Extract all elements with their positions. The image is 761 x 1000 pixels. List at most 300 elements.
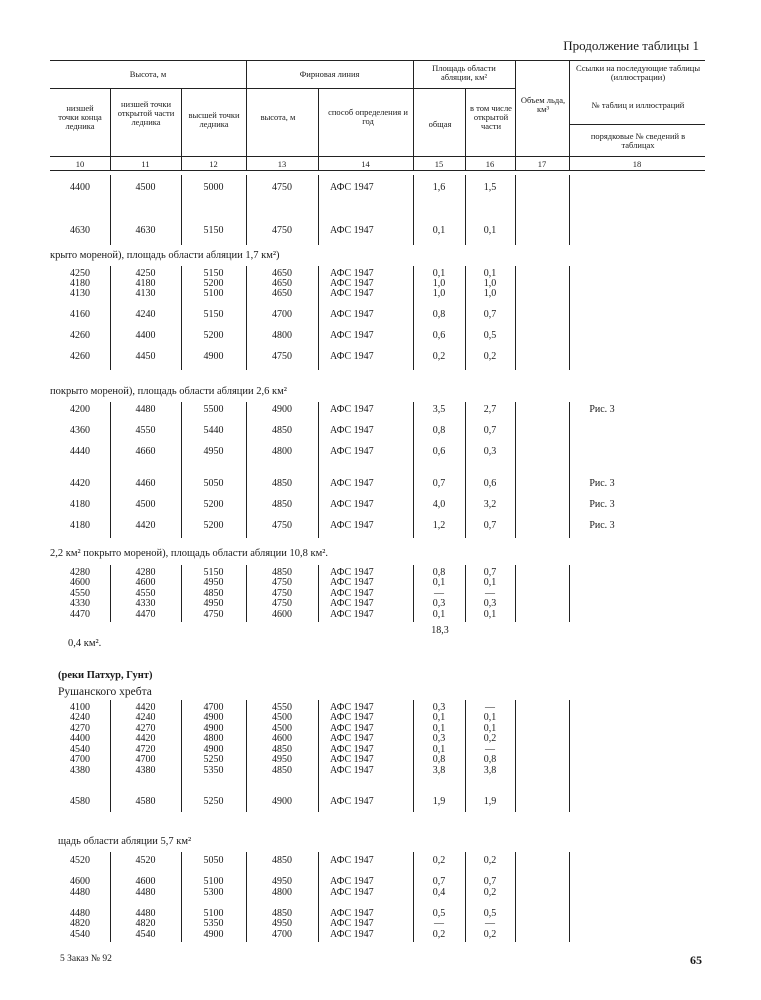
table-cell-c18: Рис. 3 [589, 478, 615, 489]
table-cell-c10: 4630 [70, 225, 90, 236]
table-cell-c16: 0,1 [483, 268, 497, 279]
table-cell-c18: Рис. 3 [589, 520, 615, 531]
table-cell-c13: 4850 [272, 499, 292, 510]
table-cell-c15: 1,2 [432, 520, 446, 531]
table-cell-c12: 5000 [203, 182, 224, 193]
header-sub-rule-right [569, 124, 705, 125]
table-cell-c14: АФС 1947 [330, 309, 374, 320]
table-cell-c15: 0,1 [432, 609, 446, 620]
header-divider [110, 88, 111, 170]
header-numbers-top-rule [50, 156, 705, 157]
table-cell-c15: 0,6 [432, 330, 446, 341]
col14-header: способ определения и год [328, 107, 408, 126]
table-cell-c13: 4750 [272, 182, 292, 193]
table-cell-c14: АФС 1947 [330, 908, 374, 919]
col15-header: общая [428, 119, 452, 129]
column-rule [318, 266, 319, 370]
table-cell-c16: 0,2 [483, 351, 497, 362]
column-rule [569, 266, 570, 370]
table-cell-c15: 0,1 [432, 577, 446, 588]
table-cell-c10: 4420 [70, 478, 90, 489]
table-cell-c13: 4850 [272, 908, 292, 919]
header-divider [569, 60, 570, 170]
table-cell-c13: 4900 [272, 404, 292, 415]
table-cell-c10: 4400 [70, 733, 90, 744]
column-rule [318, 565, 319, 622]
table-cell-c14: АФС 1947 [330, 567, 374, 578]
table-cell-c11: 4280 [135, 567, 156, 578]
header-top-rule [50, 60, 705, 61]
col10-header: низшей точки конца ледника [58, 103, 102, 131]
column-rule [413, 402, 414, 538]
table-cell-c13: 4700 [272, 929, 292, 940]
table-cell-c12: 5200 [203, 520, 224, 531]
table-cell-c13: 4650 [272, 278, 292, 289]
table-cell-c12: 4900 [203, 723, 224, 734]
table-cell-c15: 1,9 [432, 796, 446, 807]
table-cell-c12: 4800 [203, 733, 224, 744]
table-cell-c18: Рис. 3 [589, 499, 615, 510]
table-cell-c10: 4600 [70, 577, 90, 588]
table-cell-c14: АФС 1947 [330, 499, 374, 510]
table-cell-c12: 4900 [203, 712, 224, 723]
table-cell-c16: 0,7 [483, 309, 497, 320]
table-cell-c14: АФС 1947 [330, 182, 374, 193]
table-cell-c10: 4480 [70, 908, 90, 919]
table-cell-c12: 4950 [203, 598, 224, 609]
table-cell-c12: 5150 [203, 567, 224, 578]
table-cell-c13: 4750 [272, 598, 292, 609]
table-cell-c11: 4240 [135, 309, 156, 320]
table-cell-c14: АФС 1947 [330, 744, 374, 755]
section-caption: покрыто мореной), площадь области абляции 2,6 км² [50, 386, 287, 397]
column-number: 14 [361, 159, 370, 169]
table-cell-c14: АФС 1947 [330, 702, 374, 713]
column-rule [465, 402, 466, 538]
table-cell-c16: 0,8 [483, 754, 497, 765]
table-cell-c13: 4800 [272, 446, 292, 457]
column-rule [569, 175, 570, 245]
table-cell-c11: 4480 [135, 908, 156, 919]
table-cell-c16: 3,8 [483, 765, 497, 776]
table-cell-c14: АФС 1947 [330, 754, 374, 765]
table-cell-c16: 1,5 [483, 182, 497, 193]
firn-line-group-header: Фирновая линия [299, 69, 360, 79]
table-cell-c14: АФС 1947 [330, 918, 374, 929]
table-cell-c11: 4540 [135, 929, 156, 940]
table-cell-c16: 1,0 [483, 278, 497, 289]
table-cell-c15: 3,8 [432, 765, 446, 776]
table-cell-c10: 4540 [70, 744, 90, 755]
table-cell-c13: 4650 [272, 268, 292, 279]
header-bottom-rule [50, 170, 705, 171]
table-cell-c16: 1,0 [483, 288, 497, 299]
header-sub-rule-left [50, 88, 515, 89]
table-cell-c10: 4440 [70, 446, 90, 457]
table-cell-c12: 5440 [203, 425, 224, 436]
table-cell-c16: — [485, 702, 495, 713]
table-cell-c16: 0,1 [483, 577, 497, 588]
table-cell-c15: 0,7 [432, 478, 446, 489]
table-cell-c16: 0,1 [483, 609, 497, 620]
table-cell-c12: 5150 [203, 309, 224, 320]
column-rule [318, 175, 319, 245]
table-cell-c14: АФС 1947 [330, 796, 374, 807]
table-cell-c15: 0,3 [432, 733, 446, 744]
table-cell-c12: 4750 [203, 609, 224, 620]
table-cell-c15: 3,5 [432, 404, 446, 415]
col18b-header: порядковые № сведений в таблицах [590, 131, 686, 150]
header-divider [515, 60, 516, 170]
column-rule [110, 402, 111, 538]
table-cell-c15: 0,2 [432, 855, 446, 866]
table-cell-c13: 4750 [272, 225, 292, 236]
table-cell-c14: АФС 1947 [330, 404, 374, 415]
table-cell-c14: АФС 1947 [330, 733, 374, 744]
table-cell-c14: АФС 1947 [330, 588, 374, 599]
column-rule [569, 565, 570, 622]
table-cell-c14: АФС 1947 [330, 425, 374, 436]
table-cell-c10: 4180 [70, 520, 90, 531]
table-cell-c13: 4500 [272, 723, 292, 734]
table-cell-c15: — [434, 588, 444, 599]
table-cell-c10: 4240 [70, 712, 90, 723]
col12-header: высшей точки ледника [188, 110, 240, 129]
table-cell-c13: 4850 [272, 478, 292, 489]
table-cell-c13: 4550 [272, 702, 292, 713]
table-cell-c16: — [485, 588, 495, 599]
table-cell-c15: 1,0 [432, 278, 446, 289]
table-cell-c11: 4420 [135, 520, 156, 531]
table-cell-c16: 0,1 [483, 712, 497, 723]
table-cell-c15: 0,1 [432, 712, 446, 723]
table-cell-c11: 4400 [135, 330, 156, 341]
table-cell-c12: 5050 [203, 478, 224, 489]
table-cell-c16: 3,2 [483, 499, 497, 510]
col17-header: Объем льда, км³ [520, 95, 566, 114]
table-cell-c13: 4800 [272, 330, 292, 341]
page-number: 65 [690, 953, 702, 967]
table-cell-c11: 4500 [135, 182, 156, 193]
table-cell-c12: 4900 [203, 351, 224, 362]
table-cell-c10: 4550 [70, 588, 90, 599]
table-cell-c12: 5200 [203, 278, 224, 289]
table-cell-c15: 0,1 [432, 225, 446, 236]
table-cell-c11: 4250 [135, 268, 156, 279]
table-cell-c11: 4330 [135, 598, 156, 609]
table-cell-c16: 0,2 [483, 733, 497, 744]
table-cell-c11: 4240 [135, 712, 156, 723]
table-cell-c13: 4800 [272, 887, 292, 898]
header-divider [465, 88, 466, 170]
table-cell-c13: 4650 [272, 288, 292, 299]
table-cell-c10: 4820 [70, 918, 90, 929]
table-cell-c10: 4700 [70, 754, 90, 765]
table-cell-c11: 4600 [135, 876, 156, 887]
table-cell-c10: 4270 [70, 723, 90, 734]
table-cell-c10: 4100 [70, 702, 90, 713]
table-cell-c12: 4700 [203, 702, 224, 713]
table-cell-c10: 4330 [70, 598, 90, 609]
section-caption: 2,2 км² покрыто мореной), площадь области абляции 10,8 км². [50, 548, 329, 559]
table-cell-c12: 4850 [203, 588, 224, 599]
table-cell-c10: 4130 [70, 288, 90, 299]
table-cell-c15: 0,7 [432, 876, 446, 887]
table-cell-c15: 1,6 [432, 182, 446, 193]
table-cell-c13: 4850 [272, 765, 292, 776]
table-cell-c13: 4950 [272, 754, 292, 765]
table-cell-c12: 5100 [203, 908, 224, 919]
table-cell-c15: 0,8 [432, 567, 446, 578]
table-cell-c12: 5100 [203, 288, 224, 299]
column-number: 13 [277, 159, 287, 169]
table-cell-c16: 0,6 [483, 478, 497, 489]
section-title: (реки Патхур, Гунт) [58, 670, 153, 681]
table-cell-c14: АФС 1947 [330, 478, 374, 489]
section-note: 0,4 км². [68, 638, 102, 649]
table-cell-c13: 4500 [272, 712, 292, 723]
table-cell-c10: 4260 [70, 351, 90, 362]
table-cell-c13: 4750 [272, 351, 292, 362]
table-cell-c12: 5350 [203, 765, 224, 776]
table-cell-c10: 4250 [70, 268, 90, 279]
footer-order-number: 5 Заказ № 92 [60, 954, 112, 964]
table-cell-c18: Рис. 3 [589, 404, 615, 415]
table-cell-c16: 2,7 [483, 404, 497, 415]
table-cell-c12: 5050 [203, 855, 224, 866]
table-cell-c14: АФС 1947 [330, 598, 374, 609]
table-cell-c12: 5250 [203, 754, 224, 765]
table-cell-c13: 4700 [272, 309, 292, 320]
table-cell-c11: 4470 [135, 609, 156, 620]
column-number: 18 [632, 159, 642, 169]
table-cell-c15: 0,6 [432, 446, 446, 457]
table-cell-c11: 4130 [135, 288, 156, 299]
column-rule [569, 402, 570, 538]
column-number: 10 [75, 159, 85, 169]
col13-header: высота, м [260, 112, 296, 122]
table-cell-c14: АФС 1947 [330, 929, 374, 940]
table-cell-c13: 4600 [272, 733, 292, 744]
table-cell-c11: 4520 [135, 855, 156, 866]
table-cell-c15: 0,2 [432, 929, 446, 940]
table-cell-c12: 5500 [203, 404, 224, 415]
table-cell-c10: 4160 [70, 309, 90, 320]
table-cell-c11: 4720 [135, 744, 156, 755]
ablation-total: 18,3 [431, 625, 449, 636]
table-cell-c14: АФС 1947 [330, 577, 374, 588]
table-cell-c13: 4750 [272, 588, 292, 599]
table-cell-c13: 4750 [272, 577, 292, 588]
table-cell-c15: 0,2 [432, 351, 446, 362]
table-cell-c12: 5150 [203, 268, 224, 279]
table-cell-c10: 4380 [70, 765, 90, 776]
table-cell-c16: 0,1 [483, 723, 497, 734]
table-cell-c12: 5100 [203, 876, 224, 887]
table-cell-c16: 0,5 [483, 908, 497, 919]
table-cell-c12: 4900 [203, 744, 224, 755]
table-cell-c12: 5200 [203, 330, 224, 341]
column-rule [515, 565, 516, 622]
column-number: 16 [485, 159, 495, 169]
table-cell-c12: 5150 [203, 225, 224, 236]
table-cell-c14: АФС 1947 [330, 609, 374, 620]
table-cell-c14: АФС 1947 [330, 520, 374, 531]
table-cell-c13: 4750 [272, 520, 292, 531]
table-cell-c13: 4850 [272, 567, 292, 578]
table-cell-c10: 4360 [70, 425, 90, 436]
table-cell-c11: 4180 [135, 278, 156, 289]
table-cell-c15: 1,0 [432, 288, 446, 299]
table-cell-c16: 0,2 [483, 887, 497, 898]
table-cell-c15: 0,3 [432, 702, 446, 713]
table-cell-c14: АФС 1947 [330, 225, 374, 236]
table-cell-c10: 4180 [70, 278, 90, 289]
table-cell-c10: 4540 [70, 929, 90, 940]
table-cell-c11: 4480 [135, 887, 156, 898]
table-cell-c11: 4420 [135, 733, 156, 744]
table-cell-c11: 4500 [135, 499, 156, 510]
table-cell-c10: 4260 [70, 330, 90, 341]
table-cell-c14: АФС 1947 [330, 876, 374, 887]
column-rule [318, 852, 319, 942]
table-cell-c13: 4950 [272, 918, 292, 929]
column-rule [318, 402, 319, 538]
table-cell-c14: АФС 1947 [330, 887, 374, 898]
table-cell-c14: АФС 1947 [330, 446, 374, 457]
col16-header: в том числе открытой части [470, 103, 512, 131]
table-cell-c15: 0,8 [432, 425, 446, 436]
column-number: 17 [537, 159, 547, 169]
table-cell-c14: АФС 1947 [330, 712, 374, 723]
table-cell-c13: 4850 [272, 425, 292, 436]
table-cell-c12: 4950 [203, 577, 224, 588]
column-rule [246, 402, 247, 538]
table-cell-c11: 4660 [135, 446, 156, 457]
table-cell-c11: 4480 [135, 404, 156, 415]
table-cell-c11: 4450 [135, 351, 156, 362]
table-cell-c10: 4280 [70, 567, 90, 578]
header-divider [318, 88, 319, 170]
column-rule [181, 402, 182, 538]
table-cell-c15: 0,8 [432, 754, 446, 765]
col18a-header: № таблиц и иллюстраций [591, 100, 685, 110]
references-group-header: Ссылки на последующие таблицы (иллюстрации) [575, 63, 701, 82]
table-cell-c12: 4950 [203, 446, 224, 457]
table-cell-c11: 4270 [135, 723, 156, 734]
table-cell-c15: 4,0 [432, 499, 446, 510]
column-number: 12 [209, 159, 218, 169]
column-number: 15 [434, 159, 444, 169]
ablation-area-group-header: Площадь области абляции, км² [432, 63, 496, 82]
table-cell-c11: 4380 [135, 765, 156, 776]
section-caption: Рушанского хребта [58, 686, 152, 698]
column-rule [515, 175, 516, 245]
column-rule [318, 700, 319, 812]
table-cell-c10: 4470 [70, 609, 90, 620]
table-cell-c16: — [485, 918, 495, 929]
table-cell-c11: 4550 [135, 425, 156, 436]
table-cell-c16: 0,2 [483, 855, 497, 866]
column-rule [569, 700, 570, 812]
table-cell-c15: 0,1 [432, 723, 446, 734]
table-cell-c12: 5250 [203, 796, 224, 807]
table-cell-c15: 0,1 [432, 268, 446, 279]
table-cell-c15: 0,5 [432, 908, 446, 919]
table-cell-c16: 0,3 [483, 446, 497, 457]
column-rule [515, 852, 516, 942]
table-cell-c11: 4600 [135, 577, 156, 588]
table-cell-c11: 4460 [135, 478, 156, 489]
table-cell-c14: АФС 1947 [330, 855, 374, 866]
table-cell-c13: 4900 [272, 796, 292, 807]
section-caption: щадь области абляции 5,7 км² [58, 836, 192, 847]
table-cell-c14: АФС 1947 [330, 330, 374, 341]
table-cell-c13: 4950 [272, 876, 292, 887]
column-number: 11 [141, 159, 150, 169]
table-cell-c14: АФС 1947 [330, 351, 374, 362]
table-cell-c12: 5350 [203, 918, 224, 929]
table-cell-c15: 0,8 [432, 309, 446, 320]
column-rule [515, 700, 516, 812]
table-cell-c16: 0,7 [483, 425, 497, 436]
table-cell-c16: 1,9 [483, 796, 497, 807]
height-group-header: Высота, м [129, 69, 167, 79]
table-cell-c10: 4200 [70, 404, 90, 415]
table-cell-c13: 4850 [272, 855, 292, 866]
table-cell-c15: 0,4 [432, 887, 446, 898]
header-divider [181, 88, 182, 170]
table-cell-c14: АФС 1947 [330, 765, 374, 776]
table-cell-c15: 0,1 [432, 744, 446, 755]
table-cell-c10: 4400 [70, 182, 90, 193]
column-rule [515, 402, 516, 538]
table-cell-c14: АФС 1947 [330, 278, 374, 289]
header-divider [413, 60, 414, 170]
table-cell-c10: 4600 [70, 876, 90, 887]
table-cell-c11: 4580 [135, 796, 156, 807]
table-cell-c10: 4520 [70, 855, 90, 866]
table-cell-c16: 0,1 [483, 225, 497, 236]
table-cell-c16: 0,2 [483, 929, 497, 940]
table-cell-c13: 4850 [272, 744, 292, 755]
continuation-title: Продолжение таблицы 1 [563, 38, 699, 53]
section-caption: крыто мореной), площадь области абляции 1,7 км²) [50, 250, 280, 261]
table-cell-c12: 5200 [203, 499, 224, 510]
table-cell-c11: 4700 [135, 754, 156, 765]
table-cell-c16: 0,7 [483, 567, 497, 578]
table-cell-c13: 4600 [272, 609, 292, 620]
table-cell-c16: 0,7 [483, 876, 497, 887]
table-cell-c15: — [434, 918, 444, 929]
table-cell-c16: 0,3 [483, 598, 497, 609]
table-cell-c11: 4820 [135, 918, 156, 929]
table-cell-c16: — [485, 744, 495, 755]
col11-header: низшей точки открытой части ледника [117, 99, 175, 127]
table-cell-c11: 4550 [135, 588, 156, 599]
table-cell-c10: 4580 [70, 796, 90, 807]
table-cell-c14: АФС 1947 [330, 723, 374, 734]
table-cell-c11: 4420 [135, 702, 156, 713]
table-cell-c12: 4900 [203, 929, 224, 940]
column-rule [515, 266, 516, 370]
table-cell-c16: 0,5 [483, 330, 497, 341]
table-cell-c10: 4480 [70, 887, 90, 898]
table-cell-c15: 0,3 [432, 598, 446, 609]
column-rule [569, 852, 570, 942]
table-cell-c12: 5300 [203, 887, 224, 898]
table-cell-c10: 4180 [70, 499, 90, 510]
